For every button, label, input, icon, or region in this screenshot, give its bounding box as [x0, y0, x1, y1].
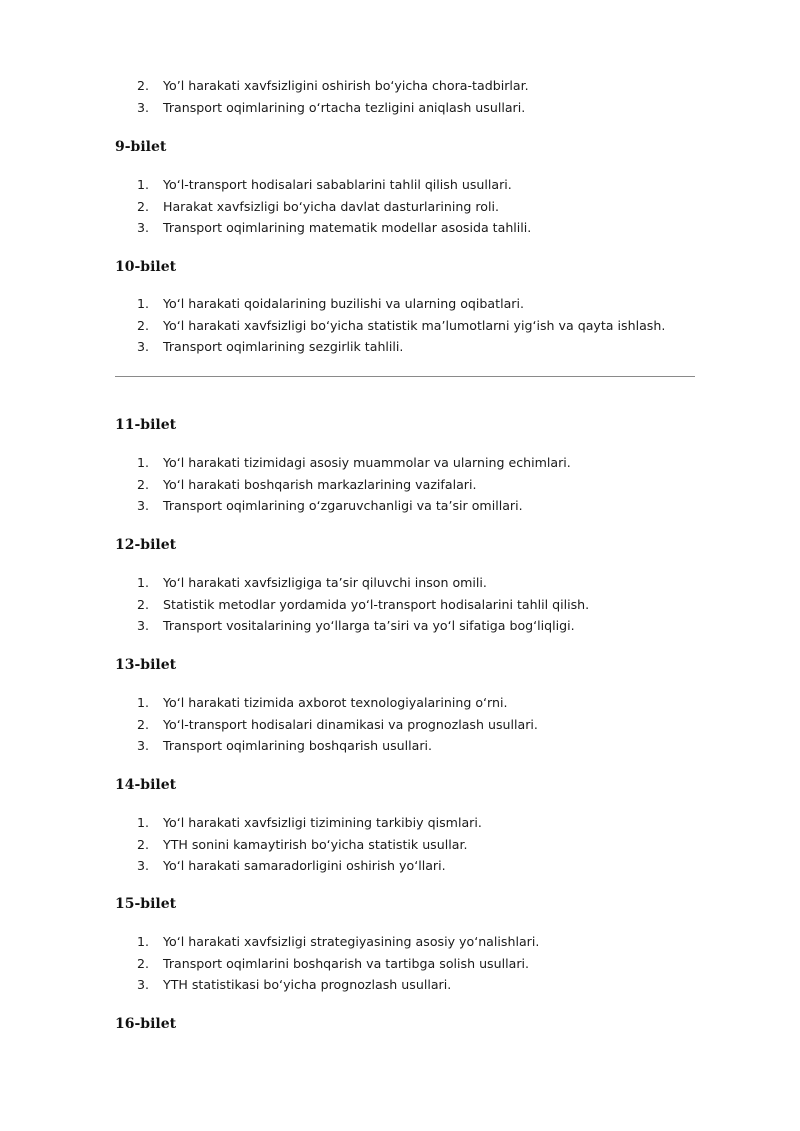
list-item-number: 3. [137, 220, 150, 235]
list-item-number: 3. [137, 99, 150, 115]
ticket-heading: 13-bilet [115, 657, 177, 673]
list-item-text: Transport oqimlarining boshqarish usullari. [163, 738, 433, 753]
list-item-text: Yo‘l harakati tizimidagi asosiy muammolar va ularning echimlari. [163, 455, 571, 470]
list-item-number: 2. [137, 476, 150, 492]
list-item-number: 1. [137, 296, 150, 311]
ticket-heading: 12-bilet [115, 537, 177, 553]
list-item-text: Harakat xavfsizligi bo‘yicha davlat dasturlarining roli. [163, 198, 499, 214]
list-item-number: 2. [137, 955, 150, 971]
list-item-text: Yo‘l harakati xavfsizligi strategiyasining asosiy yo‘nalishlari. [163, 934, 540, 949]
list-item-number: 3. [137, 738, 150, 753]
list-item-number: 2. [137, 836, 150, 852]
list-item-text: Yo‘l harakati xavfsizligiga ta’sir qiluvchi inson omili. [163, 575, 487, 590]
ticket-heading: 16-bilet [115, 1016, 177, 1032]
list-item-text: Yo‘l-transport hodisalari sabablarini tahlil qilish usullari. [163, 177, 512, 192]
ticket-heading: 10-bilet [115, 259, 177, 275]
list-item-text: Yo‘l harakati xavfsizligi bo‘yicha statistik ma’lumotlarni yig‘ish va qayta ishlash. [163, 317, 666, 333]
list-item-number: 1. [137, 695, 150, 710]
list-item-number: 3. [137, 858, 150, 873]
list-item-number: 3. [137, 498, 150, 513]
list-item-text: Yo‘l-transport hodisalari dinamikasi va prognozlash usullari. [163, 716, 538, 732]
section-divider [115, 376, 695, 377]
ticket-heading: 11-bilet [115, 417, 177, 433]
ticket-heading: 9-bilet [115, 139, 167, 155]
list-item-text: Statistik metodlar yordamida yo‘l-transport hodisalarini tahlil qilish. [163, 596, 590, 612]
list-item-number: 3. [137, 618, 150, 633]
list-item-text: Transport oqimlarini boshqarish va tartibga solish usullari. [163, 955, 529, 971]
list-item-text: Yo’l harakati xavfsizligini oshirish bo‘yicha chora-tadbirlar. [163, 78, 529, 93]
list-item-number: 2. [137, 78, 150, 93]
list-item-text: Yo‘l harakati tizimida axborot texnologiyalarining o‘rni. [163, 695, 508, 710]
ticket-heading: 15-bilet [115, 896, 177, 912]
list-item-text: Transport oqimlarining matematik modellar asosida tahlili. [163, 220, 532, 235]
list-item-number: 2. [137, 317, 150, 333]
list-item-text: Yo‘l harakati xavfsizligi tizimining tarkibiy qismlari. [163, 815, 482, 830]
ticket-heading: 14-bilet [115, 777, 177, 793]
list-item-text: Transport oqimlarining o‘zgaruvchanligi va ta’sir omillari. [163, 498, 523, 513]
list-item-text: Yo‘l harakati boshqarish markazlarining vazifalari. [163, 476, 477, 492]
list-item-number: 3. [137, 339, 150, 354]
list-item-number: 1. [137, 575, 150, 590]
list-item-text: YTH statistikasi bo‘yicha prognozlash usullari. [163, 977, 452, 992]
list-item-number: 1. [137, 455, 150, 470]
list-item-number: 1. [137, 177, 150, 192]
list-item-text: Transport oqimlarining sezgirlik tahlili. [163, 339, 404, 354]
list-item-number: 2. [137, 716, 150, 732]
list-item-text: Transport oqimlarining o‘rtacha tezligini aniqlash usullari. [163, 99, 526, 115]
list-item-number: 3. [137, 977, 150, 992]
list-item-number: 1. [137, 934, 150, 949]
list-item-text: Yo‘l harakati samaradorligini oshirish yo‘llari. [163, 858, 446, 873]
list-item-text: Yo‘l harakati qoidalarining buzilishi va ularning oqibatlari. [163, 296, 524, 311]
list-item-number: 1. [137, 815, 150, 830]
list-item-number: 2. [137, 596, 150, 612]
list-item-number: 2. [137, 198, 150, 214]
list-item-text: YTH sonini kamaytirish bo‘yicha statistik usullar. [163, 836, 468, 852]
list-item-text: Transport vositalarining yo‘llarga ta’siri va yo‘l sifatiga bog‘liqligi. [163, 618, 575, 633]
